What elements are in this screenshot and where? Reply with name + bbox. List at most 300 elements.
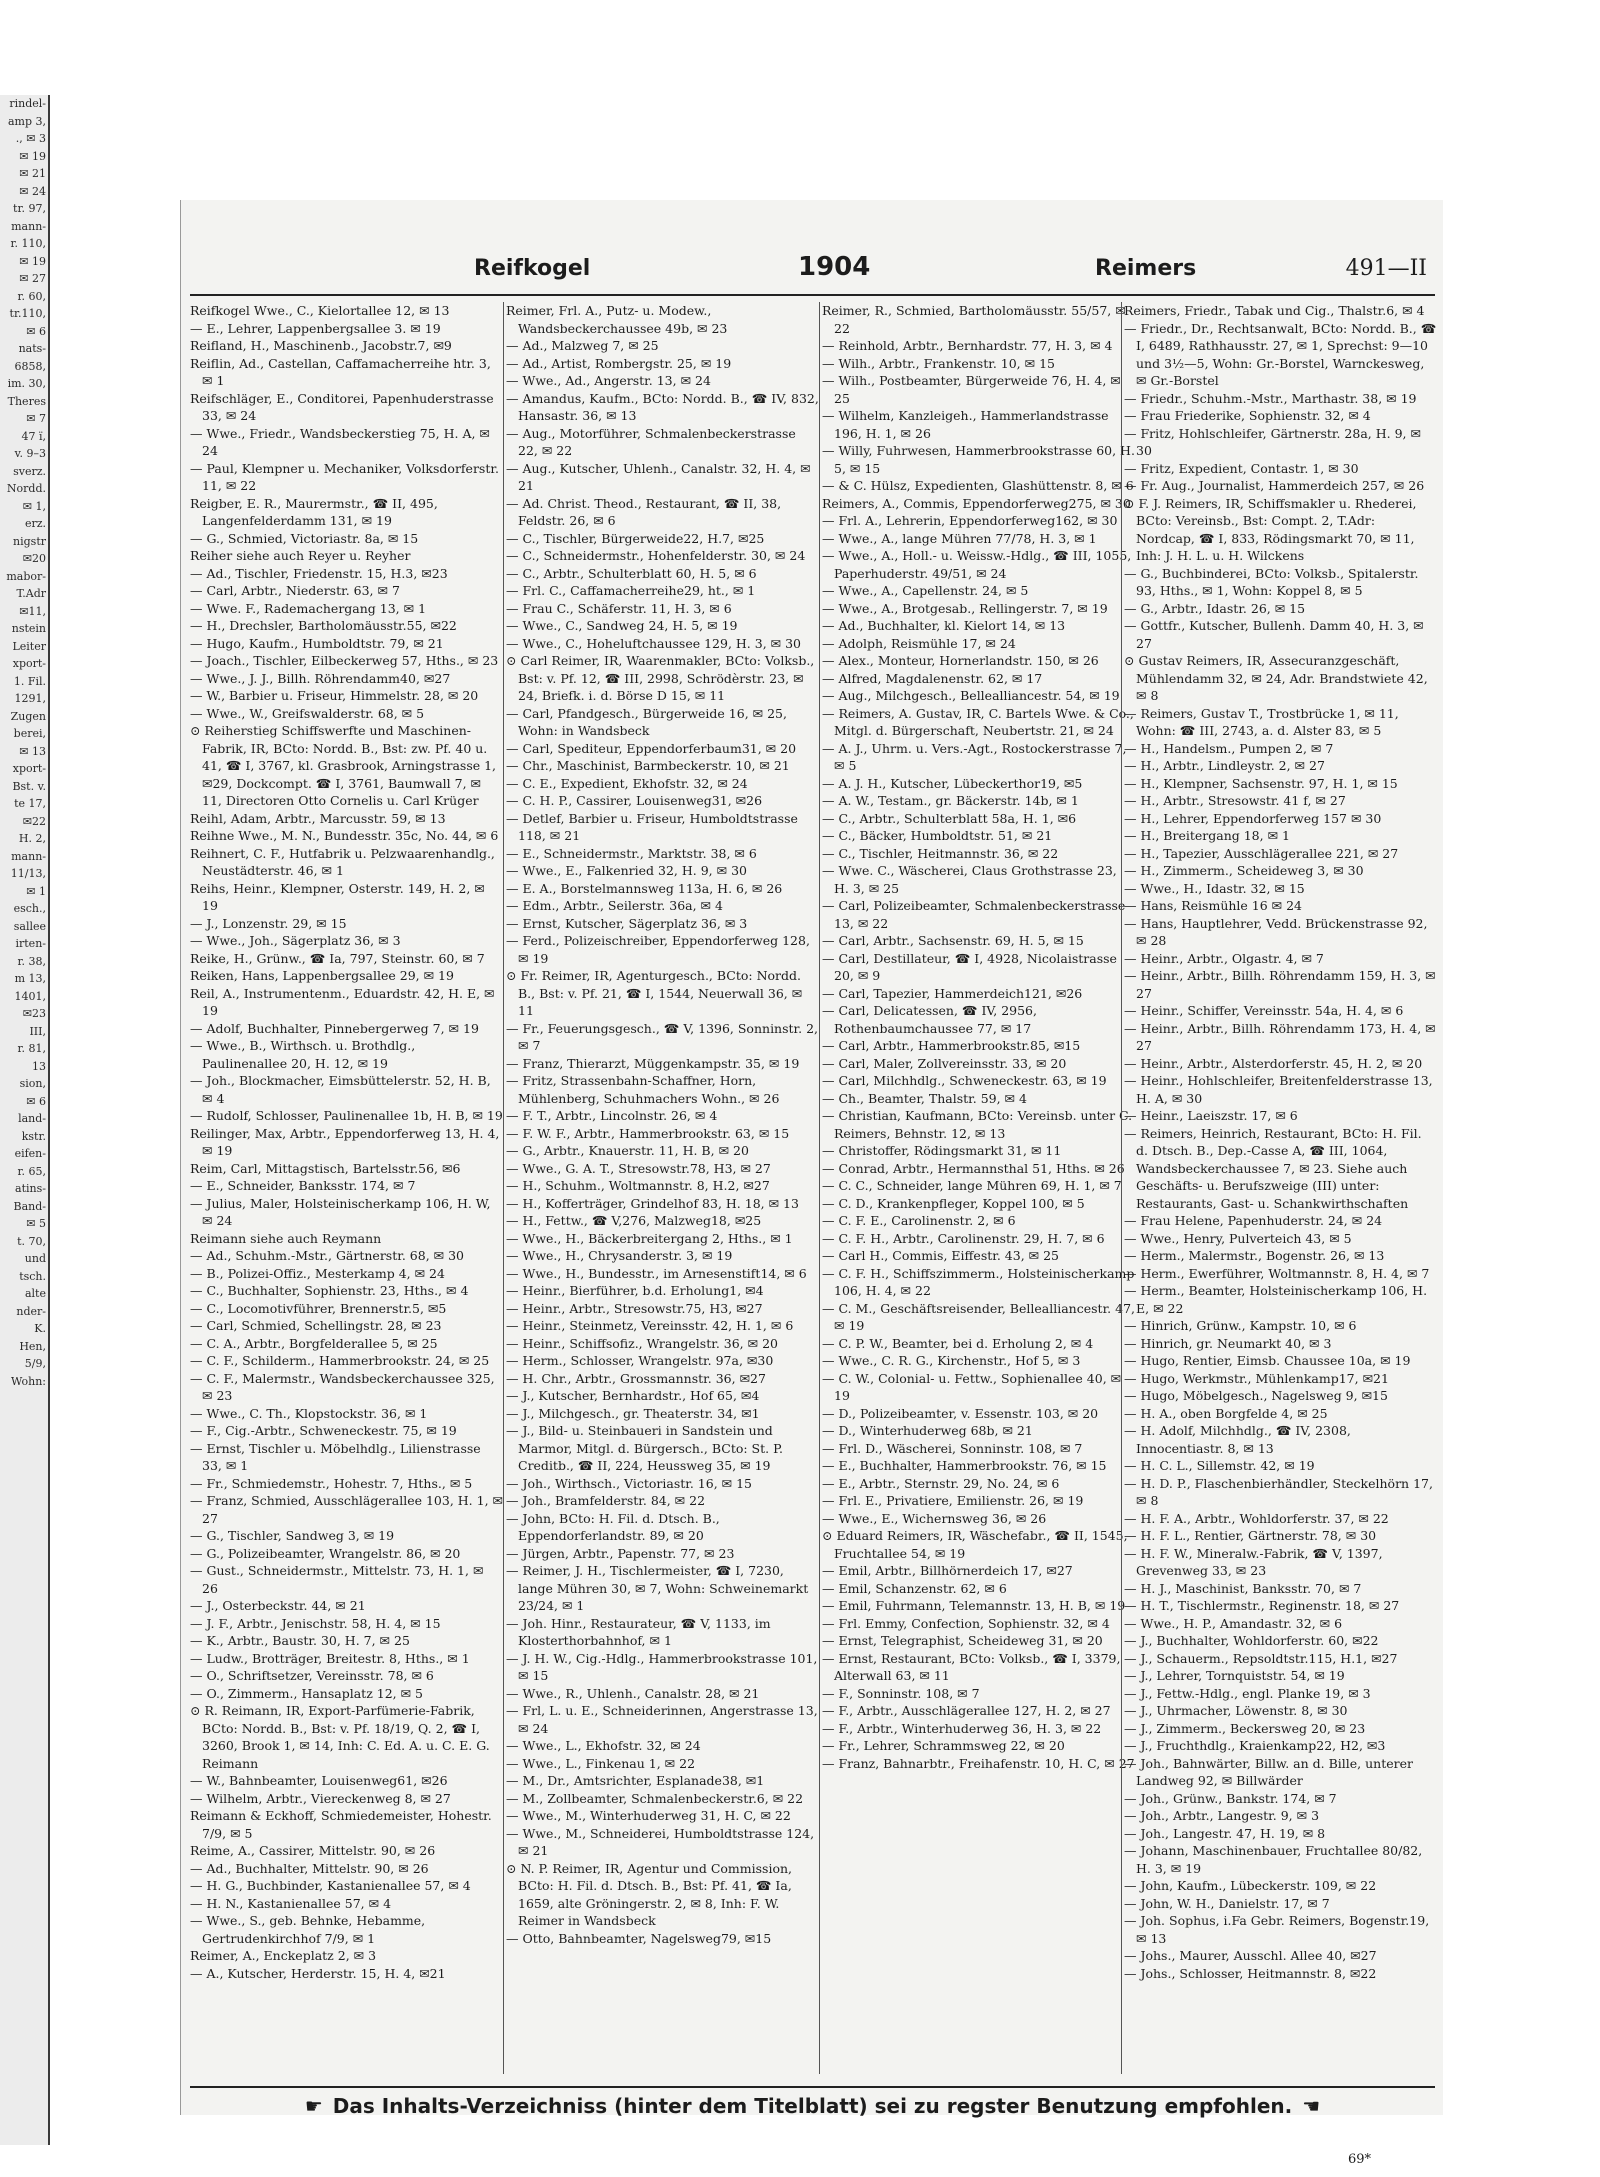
directory-entry: — Herm., Ewerführer, Woltmannstr. 8, H. 4, ✉ 7 (1124, 1265, 1430, 1281)
adjacent-page-fragment: eifen- (14, 1147, 46, 1160)
directory-entry: — Franz, Bahnarbtr., Freihafenstr. 10, H. C, ✉ 27 (822, 1755, 1135, 1771)
directory-entry: — Wwe., C. Th., Klopstockstr. 36, ✉ 1 (190, 1405, 428, 1421)
directory-entry: ⊙ F. J. Reimers, IR, Schiffsmakler u. Rhederei, BCto: Vereinsb., Bst: Compt. 2, T.Adr: Nordcap, ☎ I, 833, Rödingsmarkt 70, ✉ 11, Inh: J. H. L. u. H. Wilckens (1124, 495, 1417, 563)
directory-entry: — Gust., Schneidermstr., Mittelstr. 73, H. 1, ✉ 26 (190, 1563, 484, 1596)
adjacent-page-fragment: 5/9, (24, 1357, 46, 1370)
directory-entry: — Wwe., W., Greifswalderstr. 68, ✉ 5 (190, 705, 425, 721)
column-divider (819, 302, 820, 2074)
directory-entry: — C. A., Arbtr., Borgfelderallee 5, ✉ 25 (190, 1335, 438, 1351)
directory-entry: Reihs, Heinr., Klempner, Osterstr. 149, H. 2, ✉ 19 (190, 880, 485, 913)
directory-entry: — C. C., Schneider, lange Mühren 69, H. 1, ✉ 7 (822, 1178, 1122, 1193)
directory-entry: — Heinr., Schiffsofiz., Wrangelstr. 36, ✉ 20 (506, 1335, 778, 1351)
directory-entry: Reigber, E. R., Maurermstr., ☎ II, 495, Langenfelderdamm 131, ✉ 19 (190, 495, 438, 528)
directory-entry: — Heinr., Arbtr., Billh. Röhrendamm 159, H. 3, ✉ 27 (1124, 968, 1436, 1001)
adjacent-page-fragment: ✉ 1, (22, 499, 46, 513)
directory-entry: — Jürgen, Arbtr., Papenstr. 77, ✉ 23 (506, 1545, 735, 1561)
directory-entry: — F. W. F., Arbtr., Hammerbrookstr. 63, ✉ 15 (506, 1125, 790, 1141)
directory-entry: — Alfred, Magdalenenstr. 62, ✉ 17 (822, 670, 1043, 686)
directory-entry: — Wwe., A., Holl.- u. Weissw.-Hdlg., ☎ III, 1055, Paperhuderstr. 49/51, ✉ 24 (822, 548, 1132, 581)
directory-entry: — Chr., Maschinist, Barmbeckerstr. 10, ✉ 21 (506, 758, 790, 773)
adjacent-page-fragment: tsch. (19, 1269, 46, 1283)
directory-entry: — Reimer, J. H., Tischlermeister, ☎ I, 7230, lange Mühren 30, ✉ 7, Wohn: Schweinemarkt 23/24, ✉ 1 (506, 1563, 809, 1613)
directory-entry: — H., Drechsler, Bartholomäusstr.55, ✉22 (190, 618, 457, 633)
directory-entry: — Wwe., Ad., Angerstr. 13, ✉ 24 (506, 373, 711, 388)
directory-entry: — H., Handelsm., Pumpen 2, ✉ 7 (1124, 740, 1334, 756)
directory-entry: — C., Arbtr., Schulterblatt 60, H. 5, ✉ 6 (506, 565, 757, 581)
directory-entry: — J., Osterbeckstr. 44, ✉ 21 (190, 1598, 366, 1613)
directory-entry: — A. W., Testam., gr. Bäckerstr. 14b, ✉ 1 (822, 793, 1079, 808)
directory-entry: — Conrad, Arbtr., Hermannsthal 51, Hths. ✉ 26 (822, 1160, 1125, 1176)
adjacent-page-fragment: Hen, (19, 1339, 46, 1353)
directory-entry: — Heinr., Arbtr., Billh. Röhrendamm 173, H. 4, ✉ 27 (1124, 1020, 1436, 1053)
directory-entry: — D., Polizeibeamter, v. Essenstr. 103, ✉ 20 (822, 1405, 1099, 1421)
adjacent-page-fragment: r. 110, (10, 237, 46, 250)
directory-entry: — H., Arbtr., Lindleystr. 2, ✉ 27 (1124, 758, 1325, 773)
directory-entry: — Willy, Fuhrwesen, Hammerbrookstrasse 60, H. 5, ✉ 15 (822, 443, 1135, 476)
adjacent-page-fragment: r. 65, (17, 1164, 46, 1178)
adjacent-page-fragment: 1401, (14, 989, 46, 1003)
directory-entry: Reime, A., Cassirer, Mittelstr. 90, ✉ 26 (190, 1843, 436, 1858)
directory-entry: — Wwe., A., Brotgesab., Rellingerstr. 7, ✉ 19 (822, 600, 1108, 616)
adjacent-page-fragment: ✉ 1 (26, 884, 46, 898)
directory-entry: — C. F., Malermstr., Wandsbeckerchaussee 325, ✉ 23 (190, 1370, 495, 1403)
adjacent-page-fragment: ✉ 6 (26, 1094, 46, 1108)
directory-entry: — E., Arbtr., Sternstr. 29, No. 24, ✉ 6 (822, 1475, 1060, 1491)
directory-entry: — Wwe., H., Idastr. 32, ✉ 15 (1124, 880, 1305, 896)
directory-entry: — Wwe., A., Capellenstr. 24, ✉ 5 (822, 583, 1029, 598)
directory-entry: — C., Arbtr., Schulterblatt 58a, H. 1, ✉6 (822, 810, 1077, 826)
directory-entry: — Ernst, Telegraphist, Scheideweg 31, ✉ 20 (822, 1633, 1103, 1648)
directory-entry: — F., Arbtr., Ausschlägerallee 127, H. 2, ✉ 27 (822, 1703, 1111, 1718)
directory-entry: — Joh., Langestr. 47, H. 19, ✉ 8 (1124, 1825, 1326, 1841)
directory-entry: — Wwe., G. A. T., Stresowstr.78, H3, ✉ 27 (506, 1160, 771, 1176)
directory-entry: — Ernst, Restaurant, BCto: Volksb., ☎ I, 3379, Alterwall 63, ✉ 11 (822, 1650, 1121, 1683)
adjacent-page-fragment: esch., (13, 902, 46, 915)
directory-entry: ⊙ Eduard Reimers, IR, Wäschefabr., ☎ II, 1545, Fruchtallee 54, ✉ 19 (822, 1528, 1128, 1561)
directory-entry: — Fr., Schmiedemstr., Hohestr. 7, Hths., ✉ 5 (190, 1475, 473, 1491)
directory-entry: — Carl, Milchhdlg., Schweneckestr. 63, ✉ 19 (822, 1073, 1107, 1088)
adjacent-page-fragment: berei, (13, 727, 46, 740)
directory-entry: — Ad., Tischler, Friedenstr. 15, H.3, ✉23 (190, 565, 448, 581)
header-year: 1904 (798, 252, 871, 282)
directory-entry: — C. H. P., Cassirer, Louisenweg31, ✉26 (506, 793, 763, 808)
directory-entry: — O., Zimmerm., Hansaplatz 12, ✉ 5 (190, 1685, 424, 1701)
directory-entry: — Frau Helene, Papenhuderstr. 24, ✉ 24 (1124, 1213, 1383, 1228)
directory-entry: ⊙ Reiherstieg Schiffswerfte und Maschinen-Fabrik, IR, BCto: Nordd. B., Bst: zw. Pf. 40 u. 41, ☎ I, 3767, kl. Grasbrook, Arningstrasse 1, ✉29, Dockcompt. ☎ I, 3761, Baumwall 7, ✉ 11, Directoren Otto Cornelis u. Carl Krüger (190, 723, 497, 808)
directory-entry: — Fritz, Hohlschleifer, Gärtnerstr. 28a, H. 9, ✉ 30 (1124, 425, 1421, 458)
directory-entry: — Frau Friederike, Sophienstr. 32, ✉ 4 (1124, 408, 1371, 423)
directory-entry: — H. A., oben Borgfelde 4, ✉ 25 (1124, 1405, 1328, 1421)
pointing-hand-icon: ☛ (304, 2094, 323, 2118)
directory-entry: — E., Lehrer, Lappenbergsallee 3. ✉ 19 (190, 320, 441, 336)
directory-entry: — Ad., Buchhalter, kl. Kielort 14, ✉ 13 (822, 618, 1066, 633)
adjacent-page-fragment: ., ✉ 3 (15, 132, 46, 145)
directory-entry: Reimer, Frl. A., Putz- u. Modew., Wandsbeckerchaussee 49b, ✉ 23 (506, 303, 728, 336)
directory-entry: Reifland, H., Maschinenb., Jacobstr.7, ✉9 (190, 338, 452, 353)
directory-entry: — A. J. H., Kutscher, Lübeckerthor19, ✉5 (822, 775, 1083, 791)
adjacent-page-fragment: ✉ 13 (19, 744, 46, 758)
adjacent-page-fragment: ✉ 21 (19, 167, 46, 180)
directory-entry: — Heinr., Steinmetz, Vereinsstr. 42, H. 1, ✉ 6 (506, 1318, 794, 1333)
directory-entry: — Joh. Sophus, i.Fa Gebr. Reimers, Bogenstr.19, ✉ 13 (1124, 1913, 1430, 1946)
adjacent-page-fragment: mabor- (6, 569, 46, 583)
directory-entry: ⊙ Carl Reimer, IR, Waarenmakler, BCto: Volksb., Bst: v. Pf. 12, ☎ III, 2998, Schrödèrstr. 23, ✉ 24, Briefk. i. d. Börse D 15, ✉ 11 (506, 653, 815, 703)
footer-notice (190, 2086, 1435, 2122)
adjacent-page-fragment: alte (24, 1287, 46, 1300)
directory-entry: — Hans, Reismühle 16 ✉ 24 (1124, 898, 1303, 913)
directory-entry: — Joh., Wirthsch., Victoriastr. 16, ✉ 15 (506, 1475, 753, 1491)
directory-entry: — E., Buchhalter, Hammerbrookstr. 76, ✉ 15 (822, 1458, 1107, 1473)
directory-entry: — H., Tapezier, Ausschlägerallee 221, ✉ 27 (1124, 845, 1399, 861)
adjacent-page-fragment: 1. Fil. (13, 674, 46, 688)
adjacent-page-fragment: im. 30, (7, 377, 46, 390)
directory-entry: — F., Arbtr., Winterhuderweg 36, H. 3, ✉ 22 (822, 1720, 1102, 1736)
adjacent-page-fragment: 6858, (14, 359, 46, 373)
directory-entry: — H. F. W., Mineralw.-Fabrik, ☎ V, 1397, Grevenweg 33, ✉ 23 (1124, 1545, 1383, 1578)
directory-entry: — Ferd., Polizeischreiber, Eppendorferweg 128, ✉ 19 (506, 933, 810, 966)
directory-entry: Reihl, Adam, Arbtr., Marcusstr. 59, ✉ 13 (190, 810, 446, 826)
directory-entry: — Wwe., Friedr., Wandsbeckerstieg 75, H. A, ✉ 24 (190, 425, 490, 458)
adjacent-page-fragment: t. 70, (17, 1234, 46, 1248)
directory-entry: — Ad., Schuhm.-Mstr., Gärtnerstr. 68, ✉ 30 (190, 1248, 464, 1263)
directory-entry: — H. Adolf, Milchhdlg., ☎ IV, 2308, Innocentiastr. 8, ✉ 13 (1124, 1423, 1351, 1456)
adjacent-page-fragment: mann- (11, 849, 46, 863)
page-number: 491—II (1345, 256, 1427, 281)
adjacent-page-fragment: K. (34, 1322, 46, 1335)
directory-entry: — Wwe. C., Wäscherei, Claus Grothstrasse 23, H. 3, ✉ 25 (822, 863, 1117, 896)
directory-entry: — W., Bahnbeamter, Louisenweg61, ✉26 (190, 1773, 448, 1788)
directory-entry: — Fritz, Expedient, Contastr. 1, ✉ 30 (1124, 460, 1359, 476)
adjacent-page-fragment: r. 60, (17, 289, 46, 303)
directory-entry: — J., Bild- u. Steinbaueri in Sandstein und Marmor, Mitgl. d. Bürgersch., BCto: St. P. Creditb., ☎ II, 224, Heussweg 35, ✉ 19 (506, 1423, 783, 1473)
directory-entry: — Carl, Spediteur, Eppendorferbaum31, ✉ 20 (506, 740, 797, 756)
directory-entry: — Joh. Hinr., Restaurateur, ☎ V, 1133, im Klosterthorbahnhof, ✉ 1 (506, 1615, 771, 1648)
directory-entry: — Gottfr., Kutscher, Bullenh. Damm 40, H. 3, ✉ 27 (1124, 618, 1424, 651)
directory-entry: ⊙ Gustav Reimers, IR, Assecuranzgeschäft, Mühlendamm 32, ✉ 24, Adr. Brandstwiete 42, ✉ 8 (1124, 653, 1428, 703)
directory-entry: — D., Winterhuderweg 68b, ✉ 21 (822, 1423, 1033, 1438)
directory-entry: — Johs., Schlosser, Heitmannstr. 8, ✉22 (1124, 1965, 1377, 1981)
directory-entry: — H. J., Maschinist, Banksstr. 70, ✉ 7 (1124, 1580, 1362, 1596)
adjacent-page-fragment: tr. 97, (13, 202, 46, 215)
directory-entry: — Hugo, Möbelgesch., Nagelsweg 9, ✉15 (1124, 1388, 1388, 1403)
directory-entry: — Wwe., C. R. G., Kirchenstr., Hof 5, ✉ 3 (822, 1353, 1081, 1368)
directory-column-3 (822, 302, 1135, 2074)
directory-entry: — M., Zollbeamter, Schmalenbeckerstr.6, ✉ 22 (506, 1790, 804, 1806)
directory-entry: — Ernst, Tischler u. Möbelhdlg., Lilienstrasse 33, ✉ 1 (190, 1440, 481, 1473)
directory-entry: — Reinhold, Arbtr., Bernhardstr. 77, H. 3, ✉ 4 (822, 338, 1113, 353)
directory-entry: — J., Fettw.-Hdlg., engl. Planke 19, ✉ 3 (1124, 1685, 1371, 1701)
directory-entry: — Christoffer, Rödingsmarkt 31, ✉ 11 (822, 1143, 1062, 1158)
adjacent-page-fragment: 13 (32, 1059, 46, 1073)
pointing-hand-icon: ☚ (1302, 2094, 1321, 2118)
directory-entry: — Heinr., Schiffer, Vereinsstr. 54a, H. 4, ✉ 6 (1124, 1003, 1404, 1018)
directory-entry: — Wwe., H., Chrysanderstr. 3, ✉ 19 (506, 1248, 733, 1263)
adjacent-page-fragment: Zugen (10, 709, 46, 723)
adjacent-page-fragment: Band- (13, 1199, 46, 1213)
adjacent-page-fragment: r. 81, (17, 1042, 46, 1055)
directory-entry: — Franz, Schmied, Ausschlägerallee 103, H. 1, ✉ 27 (190, 1493, 503, 1526)
adjacent-page-fragment: nats- (18, 342, 46, 355)
directory-entry: — Carl, Arbtr., Sachsenstr. 69, H. 5, ✉ 15 (822, 933, 1084, 948)
directory-entry: — G., Arbtr., Knauerstr. 11, H. B, ✉ 20 (506, 1143, 749, 1158)
directory-entry: — J. H. W., Cig.-Hdlg., Hammerbrookstrasse 101, ✉ 15 (506, 1650, 818, 1683)
directory-entry: — & C. Hülsz, Expedienten, Glashüttenstr. 8, ✉ 6 (822, 478, 1134, 493)
directory-entry: Reike, H., Grünw., ☎ Ia, 797, Steinstr. 60, ✉ 7 (190, 950, 485, 966)
adjacent-page-fragment: nigstr (13, 534, 46, 548)
adjacent-page-fragment: atins- (15, 1182, 46, 1195)
directory-entry: — Emil, Fuhrmann, Telemannstr. 13, H. B, ✉ 19 (822, 1598, 1126, 1613)
adjacent-page-fragment: III, (29, 1024, 46, 1038)
directory-entry: — H. Chr., Arbtr., Grossmannstr. 36, ✉27 (506, 1370, 766, 1386)
directory-entry: — Fr. Aug., Journalist, Hammerdeich 257, ✉ 26 (1124, 478, 1425, 493)
directory-entry: — Wwe., M., Schneiderei, Humboldtstrasse 124, ✉ 21 (506, 1825, 815, 1858)
adjacent-page-fragment: erz. (24, 517, 46, 530)
adjacent-page-fragment: 47 ï, (21, 429, 46, 443)
directory-entry: — Wwe., A., lange Mühren 77/78, H. 3, ✉ 1 (822, 530, 1097, 546)
adjacent-page-fragment: ✉ 7 (26, 412, 46, 425)
directory-entry: — Wilh., Postbeamter, Bürgerweide 76, H. 4, ✉ 25 (822, 373, 1121, 406)
directory-entry: — H., Klempner, Sachsenstr. 97, H. 1, ✉ 15 (1124, 775, 1398, 791)
directory-entry: — Wwe. F., Rademachergang 13, ✉ 1 (190, 600, 427, 616)
directory-entry: ⊙ R. Reimann, IR, Export-Parfümerie-Fabrik, BCto: Nordd. B., Bst: v. Pf. 18/19, Q. 2, ☎ I, 3260, Brook 1, ✉ 14, Inh: C. Ed. A. u. C. E. G. Reimann (190, 1703, 490, 1771)
directory-entry: — Adolph, Reismühle 17, ✉ 24 (822, 635, 1016, 651)
directory-entry: — Ad. Christ. Theod., Restaurant, ☎ II, 38, Feldstr. 26, ✉ 6 (506, 495, 782, 528)
signature-mark: 69* (1348, 2152, 1372, 2167)
directory-entry: — Heinr., Laeiszstr. 17, ✉ 6 (1124, 1108, 1298, 1123)
directory-entry: — Carl, Destillateur, ☎ I, 4928, Nicolaistrasse 20, ✉ 9 (822, 950, 1117, 983)
directory-entry: — C. F. E., Carolinenstr. 2, ✉ 6 (822, 1213, 1016, 1228)
directory-entry: — Franz, Thierarzt, Müggenkampstr. 35, ✉ 19 (506, 1055, 800, 1071)
adjacent-page-fragment: sverz. (13, 464, 46, 478)
adjacent-page-strip (0, 95, 50, 2145)
directory-entry: — Reimers, A. Gustav, IR, C. Bartels Wwe. & Co., Mitgl. d. Bürgerschaft, Neubertstr. 21, ✉ 24 (822, 705, 1134, 738)
directory-entry: — J., Schauerm., Repsoldtstr.115, H.1, ✉27 (1124, 1650, 1398, 1666)
column-divider (503, 302, 504, 2074)
directory-entry: — Aug., Motorführer, Schmalenbeckerstrasse 22, ✉ 22 (506, 425, 796, 458)
directory-entry: — H. G., Buchbinder, Kastanienallee 57, ✉ 4 (190, 1878, 471, 1893)
directory-entry: — Heinr., Arbtr., Stresowstr.75, H3, ✉27 (506, 1300, 763, 1316)
adjacent-page-fragment: nstein (11, 622, 46, 635)
directory-entry: — Johann, Maschinenbauer, Fruchtallee 80/82, H. 3, ✉ 19 (1124, 1843, 1423, 1876)
directory-entry: — H., Fettw., ☎ V,276, Malzweg18, ✉25 (506, 1213, 762, 1228)
directory-entry: — F., Cig.-Arbtr., Schweneckestr. 75, ✉ 19 (190, 1423, 457, 1438)
adjacent-page-fragment: Nordd. (6, 482, 46, 495)
directory-entry: — Emil, Schanzenstr. 62, ✉ 6 (822, 1580, 1007, 1596)
directory-entry: — Adolf, Buchhalter, Pinnebergerweg 7, ✉ 19 (190, 1020, 479, 1036)
directory-entry: ⊙ N. P. Reimer, IR, Agentur und Commission, BCto: H. Fil. d. Dtsch. B., Bst: Pf. 41, ☎ Ia, 1659, alte Gröningerstr. 2, ✉ 8, Inh: F. W. Reimer in Wandsbeck (506, 1860, 793, 1928)
directory-entry: — C., Buchhalter, Sophienstr. 23, Hths., ✉ 4 (190, 1283, 469, 1298)
directory-entry: — B., Polizei-Offiz., Mesterkamp 4, ✉ 24 (190, 1265, 445, 1281)
directory-entry: — Ludw., Brotträger, Breitestr. 8, Hths., ✉ 1 (190, 1650, 470, 1666)
column-divider (1121, 302, 1122, 2074)
directory-entry: Reifkogel Wwe., C., Kielortallee 12, ✉ 13 (190, 303, 450, 318)
directory-entry: — J., Kutscher, Bernhardstr., Hof 65, ✉4 (506, 1388, 760, 1403)
directory-entry: — Emil, Arbtr., Billhörnerdeich 17, ✉27 (822, 1563, 1073, 1578)
adjacent-page-fragment: r. 38, (17, 954, 46, 968)
directory-entry: — Carl H., Commis, Eiffestr. 43, ✉ 25 (822, 1248, 1060, 1263)
directory-entry: — Alex., Monteur, Hornerlandstr. 150, ✉ 26 (822, 653, 1099, 668)
directory-entry: — C., Bäcker, Humboldtstr. 51, ✉ 21 (822, 828, 1053, 843)
directory-entry: — Christian, Kaufmann, BCto: Vereinsb. unter C. Reimers, Behnstr. 12, ✉ 13 (822, 1108, 1133, 1141)
directory-entry: — Heinr., Arbtr., Olgastr. 4, ✉ 7 (1124, 950, 1324, 966)
directory-entry: — E., Schneider, Banksstr. 174, ✉ 7 (190, 1178, 416, 1193)
directory-entry: — Otto, Bahnbeamter, Nagelsweg79, ✉15 (506, 1930, 772, 1946)
directory-entry: — H., Schuhm., Woltmannstr. 8, H.2, ✉27 (506, 1178, 770, 1193)
directory-entry: — Wwe., H. P., Amandastr. 32, ✉ 6 (1124, 1615, 1343, 1631)
adjacent-page-fragment: rindel- (9, 97, 46, 110)
directory-entry: — Heinr., Arbtr., Alsterdorferstr. 45, H. 2, ✉ 20 (1124, 1055, 1423, 1071)
directory-entry: — H. F. A., Arbtr., Wohldorferstr. 37, ✉ 22 (1124, 1510, 1389, 1526)
directory-entry: — C. F. H., Schiffszimmerm., Holsteinischerkamp 106, H. 4, ✉ 22 (822, 1265, 1135, 1298)
directory-entry: — J., Zimmerm., Beckersweg 20, ✉ 23 (1124, 1720, 1366, 1736)
directory-entry: — Carl, Arbtr., Niederstr. 63, ✉ 7 (190, 583, 400, 598)
directory-entry: — Wwe., Joh., Sägerplatz 36, ✉ 3 (190, 933, 401, 948)
directory-entry: — Ernst, Kutscher, Sägerplatz 36, ✉ 3 (506, 915, 748, 931)
adjacent-page-fragment: 11/13, (10, 867, 46, 880)
directory-entry: — H., Kofferträger, Grindelhof 83, H. 18, ✉ 13 (506, 1195, 799, 1211)
directory-entry: — H. T., Tischlermstr., Reginenstr. 18, ✉ 27 (1124, 1598, 1400, 1613)
directory-entry: — Aug., Kutscher, Uhlenh., Canalstr. 32, H. 4, ✉ 21 (506, 460, 811, 493)
directory-column-2 (506, 302, 819, 2074)
directory-entry: Reim, Carl, Mittagstisch, Bartelsstr.56, ✉6 (190, 1160, 461, 1176)
directory-entry: — A., Kutscher, Herderstr. 15, H. 4, ✉21 (190, 1965, 446, 1981)
directory-entry: — H., Arbtr., Stresowstr. 41 f, ✉ 27 (1124, 793, 1346, 808)
adjacent-page-fragment: xport- (12, 657, 46, 670)
directory-entry: — W., Barbier u. Friseur, Himmelstr. 28, ✉ 20 (190, 688, 479, 703)
directory-entry: — Joach., Tischler, Eilbeckerweg 57, Hths., ✉ 23 (190, 653, 499, 668)
directory-entry: — C., Tischler, Heitmannstr. 36, ✉ 22 (822, 845, 1059, 861)
directory-entry: — Hans, Hauptlehrer, Vedd. Brückenstrasse 92, ✉ 28 (1124, 915, 1428, 948)
adjacent-page-fragment: nder- (16, 1304, 46, 1318)
directory-entry: — C., Schneidermstr., Hohenfelderstr. 30, ✉ 24 (506, 548, 806, 563)
directory-entry: ⊙ Fr. Reimer, IR, Agenturgesch., BCto: Nordd. B., Bst: v. Pf. 21, ☎ I, 1544, Neuerwall 36, ✉ 11 (506, 968, 803, 1018)
directory-entry: — C. M., Geschäftsreisender, Bellealliancestr. 47, ✉ 19 (822, 1300, 1135, 1333)
directory-entry: — C., Tischler, Bürgerweide22, H.7, ✉25 (506, 530, 765, 546)
directory-entry: — Carl, Delicatessen, ☎ IV, 2956, Rothenbaumchaussee 77, ✉ 17 (822, 1003, 1037, 1036)
directory-entry: — H. F. L., Rentier, Gärtnerstr. 78, ✉ 30 (1124, 1528, 1377, 1543)
footer-text: Das Inhalts-Verzeichniss (hinter dem Titelblatt) sei zu regster Benutzung empfohlen. (332, 2094, 1293, 2118)
directory-entry: — H. C. L., Sillemstr. 42, ✉ 19 (1124, 1458, 1315, 1473)
directory-entry: — A. J., Uhrm. u. Vers.-Agt., Rostockerstrasse 7, ✉ 5 (822, 740, 1127, 773)
adjacent-page-fragment: kstr. (21, 1129, 46, 1143)
adjacent-page-fragment: ✉20 (22, 552, 46, 565)
directory-entry: — O., Schriftsetzer, Vereinsstr. 78, ✉ 6 (190, 1668, 434, 1683)
directory-entry: — Wwe., H., Bundesstr., im Arnesenstift14, ✉ 6 (506, 1265, 807, 1281)
adjacent-page-fragment: Bst. v. (12, 779, 46, 793)
adjacent-page-fragment: ✉22 (22, 814, 46, 828)
directory-entry: Reifschläger, E., Conditorei, Papenhuderstrasse 33, ✉ 24 (190, 390, 494, 423)
adjacent-page-fragment: sion, (19, 1077, 46, 1090)
directory-entry: — C. P. W., Beamter, bei d. Erholung 2, ✉ 4 (822, 1335, 1094, 1351)
directory-entry: Reiflin, Ad., Castellan, Caffamacherreihe htr. 3, ✉ 1 (190, 355, 491, 388)
directory-entry: — Joh., Blockmacher, Eimsbüttelerstr. 52, H. B, ✉ 4 (190, 1073, 491, 1106)
directory-column-1 (190, 302, 503, 2074)
directory-entry: — Paul, Klempner u. Mechaniker, Volksdorferstr. 11, ✉ 22 (190, 460, 499, 493)
directory-entry: — Wilhelm, Kanzleigeh., Hammerlandstrasse 196, H. 1, ✉ 26 (822, 408, 1109, 441)
directory-entry: — Hinrich, gr. Neumarkt 40, ✉ 3 (1124, 1335, 1332, 1351)
directory-entry: — G., Tischler, Sandweg 3, ✉ 19 (190, 1528, 395, 1543)
adjacent-page-fragment: Leiter (12, 639, 46, 653)
directory-entry: — C. E., Expedient, Ekhofstr. 32, ✉ 24 (506, 775, 748, 791)
directory-entry: — Wilhelm, Arbtr., Viereckenweg 8, ✉ 27 (190, 1790, 451, 1806)
directory-entry: — Heinr., Hohlschleifer, Breitenfelderstrasse 13, H. A, ✉ 30 (1124, 1073, 1433, 1106)
directory-entry: — Joh., Grünw., Bankstr. 174, ✉ 7 (1124, 1790, 1337, 1806)
directory-entry: — Wwe., L., Finkenau 1, ✉ 22 (506, 1755, 696, 1771)
adjacent-page-fragment: mann- (11, 219, 46, 233)
adjacent-page-fragment: und (24, 1252, 46, 1265)
directory-entry: — Heinr., Bierführer, b.d. Erholung1, ✉4 (506, 1283, 764, 1298)
directory-entry: — Herm., Malermstr., Bogenstr. 26, ✉ 13 (1124, 1248, 1385, 1263)
directory-entry: — Fr., Lehrer, Schrammsweg 22, ✉ 20 (822, 1738, 1065, 1753)
directory-entry: — H. N., Kastanienallee 57, ✉ 4 (190, 1895, 392, 1911)
directory-entry: — Friedr., Schuhm.-Mstr., Marthastr. 38, ✉ 19 (1124, 390, 1417, 406)
directory-entry: Reimer, R., Schmied, Bartholomäusstr. 55/57, ✉ 22 (822, 303, 1126, 336)
adjacent-page-fragment: tr.110, (9, 307, 46, 320)
directory-entry: — Carl, Schmied, Schellingstr. 28, ✉ 23 (190, 1318, 442, 1333)
directory-entry: — H., Breitergang 18, ✉ 1 (1124, 828, 1290, 843)
adjacent-page-fragment: xport- (12, 762, 46, 775)
directory-entry: — Rudolf, Schlosser, Paulinenallee 1b, H. B, ✉ 19 (190, 1108, 503, 1123)
adjacent-page-fragment: ✉ 24 (19, 184, 46, 198)
adjacent-page-fragment: 1291, (14, 692, 46, 705)
directory-entry: Reihnert, C. F., Hutfabrik u. Pelzwaarenhandlg., Neustädterstr. 46, ✉ 1 (190, 845, 495, 878)
directory-entry: — G., Buchbinderei, BCto: Volksb., Spitalerstr. 93, Hths., ✉ 1, Wohn: Koppel 8, ✉ 5 (1124, 565, 1419, 598)
directory-entry: — H., Lehrer, Eppendorferweg 157 ✉ 30 (1124, 810, 1382, 826)
directory-entry: — Wwe., E., Falkenried 32, H. 9, ✉ 30 (506, 863, 747, 878)
directory-entry: — Joh., Bahnwärter, Billw. an d. Bille, unterer Landweg 92, ✉ Billwärder (1124, 1755, 1413, 1788)
adjacent-page-fragment: amp 3, (7, 114, 46, 128)
directory-entry: — Wwe., B., Wirthsch. u. Brothdlg., Paulinenallee 20, H. 12, ✉ 19 (190, 1038, 416, 1071)
directory-entry: Reiken, Hans, Lappenbergsallee 29, ✉ 19 (190, 968, 454, 983)
adjacent-page-fragment: ✉ 19 (19, 149, 46, 163)
directory-entry: — Wwe., E., Wichernsweg 36, ✉ 26 (822, 1510, 1047, 1526)
directory-entry: — Wwe., C., Hoheluftchaussee 129, H. 3, ✉ 30 (506, 635, 802, 651)
directory-entry: — Joh., Arbtr., Langestr. 9, ✉ 3 (1124, 1808, 1320, 1823)
directory-entry: — Carl, Arbtr., Hammerbrookstr.85, ✉15 (822, 1038, 1081, 1053)
directory-entry: — Friedr., Dr., Rechtsanwalt, BCto: Nordd. B., ☎ I, 6489, Rathhausstr. 27, ✉ 1, Sprechst: 9—10 und 3½—5, Wohn: Gr.-Borstel, Warnckesweg, ✉ Gr.-Borstel (1124, 320, 1437, 388)
directory-entry: — John, BCto: H. Fil. d. Dtsch. B., Eppendorferlandstr. 89, ✉ 20 (506, 1510, 720, 1543)
directory-entry: — Frl. C., Caffamacherreihe29, ht., ✉ 1 (506, 583, 756, 598)
directory-entry: — J., Uhrmacher, Löwenstr. 8, ✉ 30 (1124, 1703, 1348, 1718)
directory-entry: — John, W. H., Danielstr. 17, ✉ 7 (1124, 1895, 1330, 1911)
adjacent-page-fragment: land- (18, 1112, 46, 1125)
directory-entry: Reimers, A., Commis, Eppendorferweg275, ✉ 30 (822, 495, 1131, 511)
directory-entry: — Wwe., M., Winterhuderweg 31, H. C, ✉ 22 (506, 1808, 791, 1823)
directory-entry: — J., Buchhalter, Wohldorferstr. 60, ✉22 (1124, 1633, 1379, 1648)
directory-entry: — J., Lonzenstr. 29, ✉ 15 (190, 915, 347, 931)
directory-entry: — C. F. H., Arbtr., Carolinenstr. 29, H. 7, ✉ 6 (822, 1230, 1105, 1246)
directory-entry: Reimer, A., Enckeplatz 2, ✉ 3 (190, 1948, 377, 1963)
directory-entry: — J. F., Arbtr., Jenischstr. 58, H. 4, ✉ 15 (190, 1615, 441, 1631)
directory-entry: — G., Schmied, Victoriastr. 8a, ✉ 15 (190, 530, 419, 546)
adjacent-page-fragment: ✉23 (22, 1007, 46, 1020)
directory-entry: — Carl, Polizeibeamter, Schmalenbeckerstrasse 13, ✉ 22 (822, 898, 1126, 931)
page-header (190, 252, 1435, 292)
directory-entry: — Hugo, Rentier, Eimsb. Chaussee 10a, ✉ 19 (1124, 1353, 1411, 1368)
directory-entry: — Aug., Milchgesch., Bellealliancestr. 54, ✉ 19 (822, 688, 1120, 703)
directory-entry: — J., Lehrer, Tornquiststr. 54, ✉ 19 (1124, 1668, 1345, 1683)
adjacent-page-fragment: irten- (15, 937, 46, 950)
directory-entry: — Wwe., C., Sandweg 24, H. 5, ✉ 19 (506, 618, 738, 633)
directory-entry: — Wwe., H., Bäckerbreitergang 2, Hths., ✉ 1 (506, 1230, 793, 1246)
adjacent-page-fragment: ✉ 27 (19, 272, 46, 285)
adjacent-page-fragment: ✉11, (19, 604, 46, 618)
directory-entry: — Hugo, Kaufm., Humboldtstr. 79, ✉ 21 (190, 635, 444, 651)
directory-entry: — C. W., Colonial- u. Fettw., Sophienallee 40, ✉ 19 (822, 1370, 1122, 1403)
directory-entry: — Frl. A., Lehrerin, Eppendorferweg162, ✉ 30 (822, 513, 1118, 528)
directory-entry: — E., Schneidermstr., Marktstr. 38, ✉ 6 (506, 845, 757, 861)
header-left-word: Reifkogel (474, 256, 591, 281)
